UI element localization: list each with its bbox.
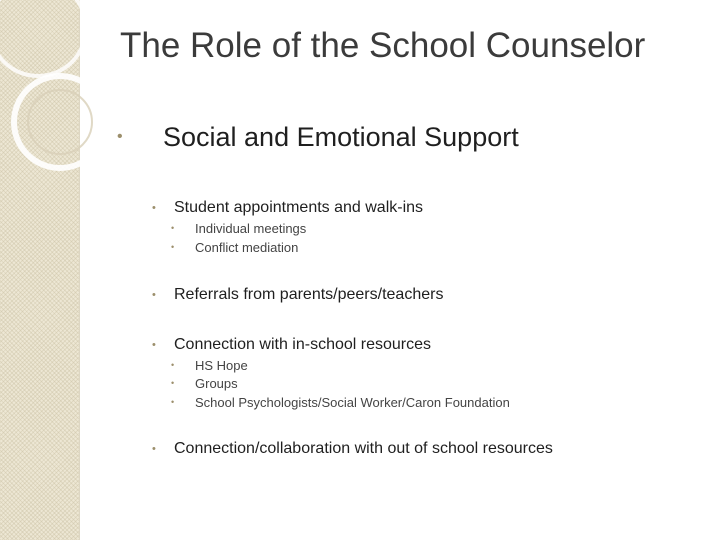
sub-item-hs-hope	[171, 356, 691, 374]
bullet-marker: •	[152, 339, 156, 351]
main-bullet-text: Social and Emotional Support	[163, 121, 519, 152]
sub-item-conflict-mediation	[171, 238, 691, 256]
bullet-marker: •	[171, 223, 175, 233]
bullet-marker: •	[152, 289, 156, 301]
sub-item-text: School Psychologists/Social Worker/Caron Foundation	[195, 394, 510, 410]
bullet-marker: •	[171, 242, 175, 252]
sub-item-groups	[171, 374, 691, 392]
bullet-marker: •	[152, 202, 156, 214]
bullet-marker: •	[171, 378, 175, 388]
list-item-text: Student appointments and walk-ins	[174, 199, 424, 216]
bullet-marker: •	[171, 360, 175, 370]
list-item-out-of-school-resources	[152, 438, 712, 460]
sub-item-school-psychologists	[171, 393, 691, 411]
list-item-text: Connection/collaboration with out of school resources	[174, 440, 553, 457]
list-item-text: Referrals from parents/peers/teachers	[174, 286, 444, 303]
sub-item-individual-meetings	[171, 219, 691, 237]
sub-item-text: Groups	[195, 375, 238, 391]
bullet-marker: •	[152, 443, 156, 455]
list-item-referrals	[152, 284, 712, 306]
list-item-in-school-resources	[152, 334, 712, 356]
sub-item-text: Individual meetings	[195, 220, 307, 236]
bullet-marker: •	[117, 128, 123, 145]
list-item-text: Connection with in-school resources	[174, 336, 432, 353]
sub-item-text: HS Hope	[195, 357, 248, 373]
sub-item-text: Conflict mediation	[195, 239, 299, 255]
bullet-marker: •	[171, 397, 175, 407]
slide-title: The Role of the School Counselor	[120, 26, 646, 65]
decorative-side-panel	[0, 0, 80, 540]
list-item-appointments	[152, 197, 712, 219]
main-bullet	[117, 117, 697, 157]
